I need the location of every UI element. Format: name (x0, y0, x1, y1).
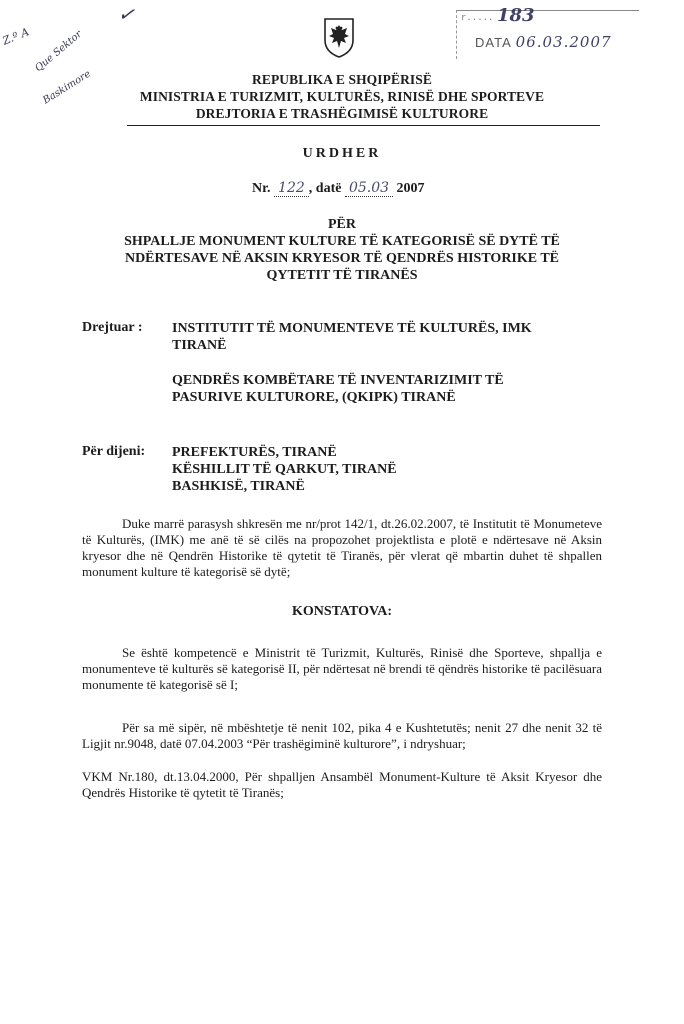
addressee-line: INSTITUTIT TË MONUMENTEVE TË KULTURËS, IMK (172, 321, 532, 336)
addressee (172, 372, 504, 406)
addressed-to-label: Drejtuar : (82, 320, 143, 335)
albania-emblem-icon (322, 16, 356, 58)
konstatova-heading: KONSTATOVA: (291, 604, 393, 619)
subject-line: QYTETIT TË TIRANËS (266, 268, 418, 283)
recipient-line: KËSHILLIT TË QARKUT, TIRANË (172, 462, 397, 477)
addressee (172, 320, 532, 354)
header-republic: REPUBLIKA E SHQIPËRISË (251, 72, 432, 87)
subject-for: PËR (328, 217, 356, 232)
order-number-line (252, 180, 425, 197)
stamp-data-label: DATA (475, 35, 512, 50)
information-recipients (172, 444, 397, 495)
nr-label: Nr. (252, 181, 271, 196)
body-paragraph: Duke marrë parasysh shkresën me nr/prot 142/1, dt.26.02.2007, të Institutit të Monumeteve të Kulturës, (IMK) me anë të së cilës na propozohet projektlista e plotë e ndërtesave në Aksin kryesor dhe në Qendrën Historike të qytetit të Tiranës, për vlerat që mbartin duhet të shpallen monument kulture të kategorisë së dytë; (82, 516, 602, 579)
header-ministry: MINISTRIA E TURIZMIT, KULTURËS, RINISË DHE SPORTEVE (139, 89, 545, 104)
handwritten-note: Que Sektor (33, 28, 85, 75)
stamp-number: 183 (497, 5, 535, 26)
addressee-line: PASURIVE KULTURORE, (QKIPK) TIRANË (172, 390, 456, 405)
subject-line: SHPALLJE MONUMENT KULTURE TË KATEGORISË SË DYTË TË (124, 234, 560, 249)
header-divider (127, 125, 600, 126)
body-paragraph: Për sa më sipër, në mbështetje të nenit 102, pika 4 e Kushtetutës; nenit 27 dhe nenit 32 të Ligjit nr.9048, datë 07.04.2003 “Për trashëgiminë kulturore”, i ndryshuar; (82, 720, 602, 751)
for-information-label: Për dijeni: (82, 444, 146, 459)
handwritten-tick: ✓ (116, 0, 137, 28)
stamp-date-line (475, 33, 612, 51)
header-directorate: DREJTORIA E TRASHËGIMISË KULTURORE (195, 106, 489, 121)
recipient-line: BASHKISË, TIRANË (172, 479, 305, 494)
addressee-line: QENDRËS KOMBËTARE TË INVENTARIZIMIT TË (172, 373, 504, 388)
recipient-line: PREFEKTURËS, TIRANË (172, 445, 337, 460)
order-date: 05.03 (345, 180, 393, 197)
stamp-mark: r..... (461, 13, 494, 23)
document-title: URDHER (302, 146, 382, 161)
order-number: 122 (274, 180, 309, 197)
order-year: 2007 (396, 181, 425, 196)
body-paragraph: VKM Nr.180, dt.13.04.2000, Për shpalljen Ansambël Monument-Kulture të Aksit Kryesor dhe Qendrës Historike të qytetit të Tiranës; (82, 769, 602, 800)
registration-stamp (456, 5, 639, 59)
subject-line: NDËRTESAVE NË AKSIN KRYESOR TË QENDRËS HISTORIKE TË (124, 251, 560, 266)
handwritten-note: Z.º A (0, 25, 31, 48)
addressee-line: TIRANË (172, 338, 227, 353)
stamp-date: 06.03.2007 (515, 33, 612, 51)
handwritten-note: Baskimore (41, 68, 93, 107)
date-label: , datë (308, 181, 342, 196)
body-paragraph: Se është kompetencë e Ministrit të Turizmit, Kulturës, Rinisë dhe Sporteve, shpallja e monumenteve të kulturës së kategorisë II, për ndërtesat në brendi të qëndrës historike të pacilësuara monumente të kategorisë së I; (82, 645, 602, 692)
